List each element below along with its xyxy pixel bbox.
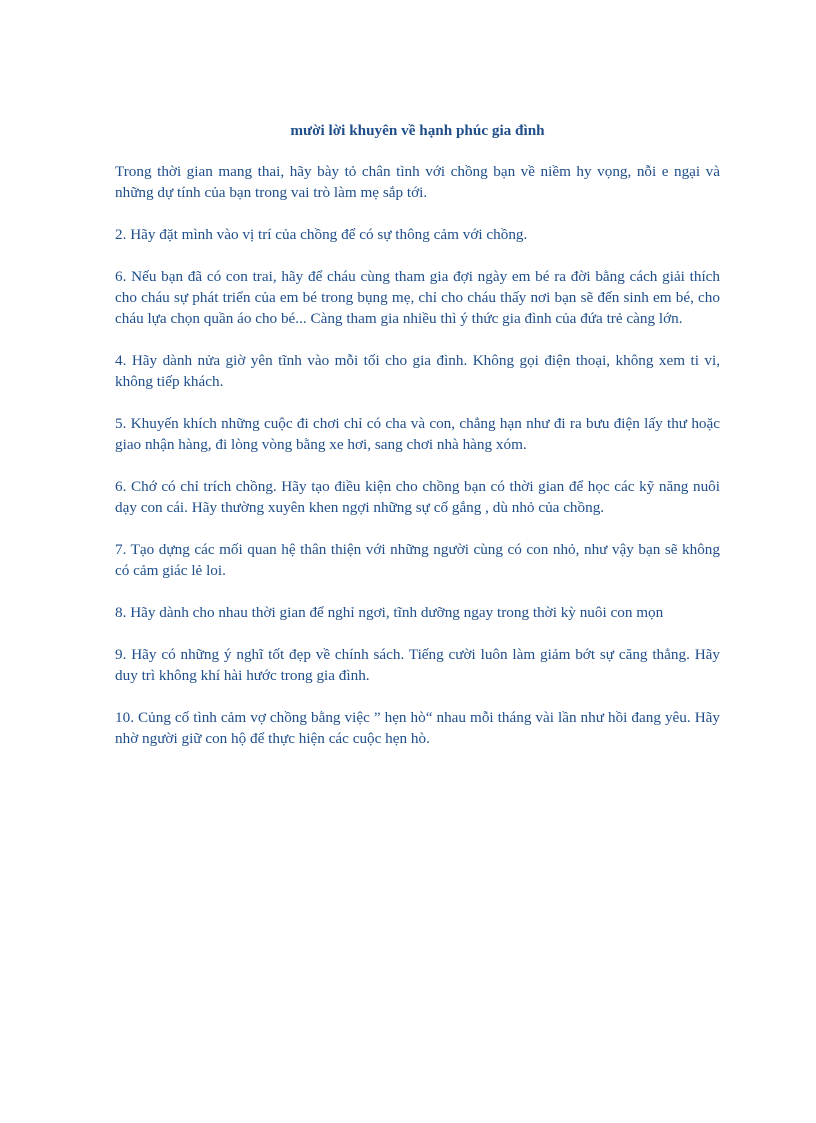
paragraph-tip-6a: 6. Nếu bạn đã có con trai, hãy để cháu cùng tham gia đợi ngày em bé ra đời bằng cách giải thích cho cháu sự phát triển của em bé trong bụng mẹ, chỉ cho cháu thấy nơi bạn sẽ đến sinh em bé, cho cháu lựa chọn quần áo cho bé... Càng tham gia nhiều thì ý thức gia đình của đứa trẻ càng lớn. (115, 268, 720, 327)
paragraph-tip-8: 8. Hãy dành cho nhau thời gian để nghỉ ngơi, tĩnh dưỡng ngay trong thời kỳ nuôi con mọn (115, 604, 664, 621)
paragraph-tip-9: 9. Hãy có những ý nghĩ tốt đẹp về chính sách. Tiếng cười luôn làm giảm bớt sự căng thẳng. Hãy duy trì không khí hài hước trong gia đình. (115, 646, 720, 684)
paragraph-tip-2: 2. Hãy đặt mình vào vị trí của chồng để có sự thông cảm với chồng. (115, 226, 528, 243)
document-body (115, 120, 720, 770)
paragraph-tip-10: 10. Củng cố tình cảm vợ chồng bằng việc ” hẹn hò“ nhau mỗi tháng vài lần như hồi đang yêu. Hãy nhờ người giữ con hộ để thực hiện các cuộc hẹn hò. (115, 709, 720, 747)
paragraph-intro: Trong thời gian mang thai, hãy bày tỏ chân tình với chồng bạn về niềm hy vọng, nỗi e ngại và những dự tính của bạn trong vai trò làm mẹ sắp tới. (115, 163, 720, 201)
paragraph-tip-7: 7. Tạo dựng các mối quan hệ thân thiện với những người cùng có con nhỏ, như vậy bạn sẽ không có cảm giác lẻ loi. (115, 541, 720, 579)
paragraph-tip-6b: 6. Chớ có chỉ trích chồng. Hãy tạo điều kiện cho chồng bạn có thời gian để học các kỹ năng nuôi dạy con cái. Hãy thường xuyên khen ngợi những sự cố gắng , dù nhỏ của chồng. (115, 478, 720, 516)
paragraph-tip-4: 4. Hãy dành nửa giờ yên tĩnh vào mỗi tối cho gia đình. Không gọi điện thoại, không xem ti vi, không tiếp khách. (115, 352, 720, 390)
paragraph-tip-5: 5. Khuyến khích những cuộc đi chơi chỉ có cha và con, chẳng hạn như đi ra bưu điện lấy thư hoặc giao nhận hàng, đi lòng vòng bằng xe hơi, sang chơi nhà hàng xóm. (115, 415, 720, 453)
document-title: mười lời khuyên về hạnh phúc gia đình (290, 122, 545, 139)
